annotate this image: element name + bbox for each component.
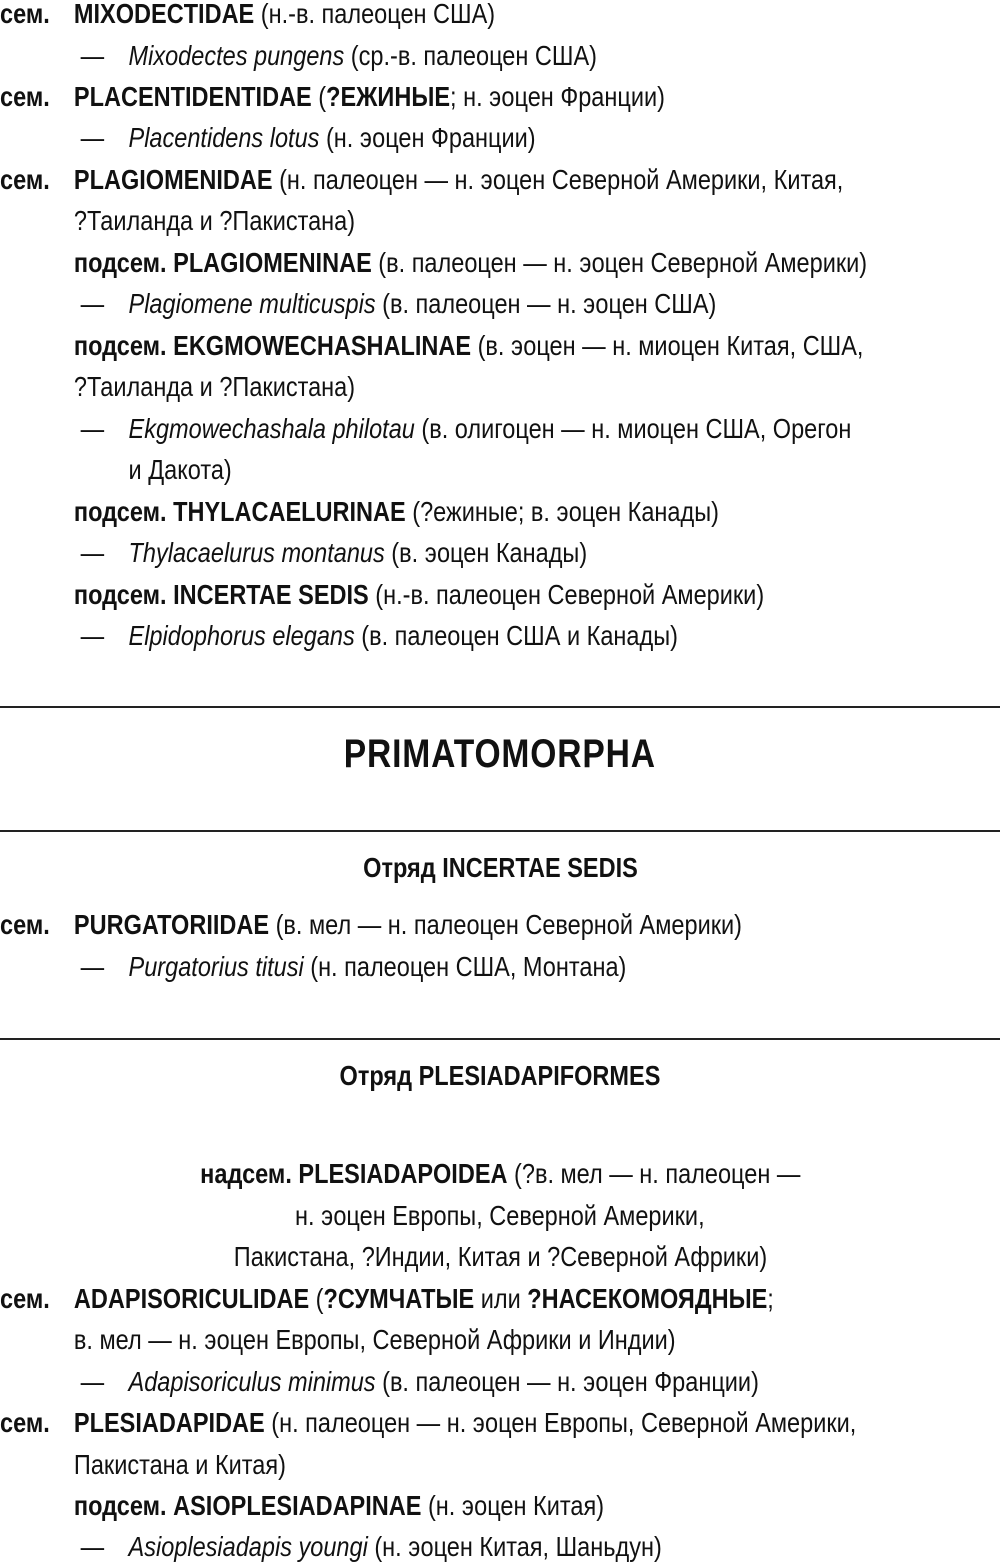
subfamily-entry: подсем. EKGMOWECHASHALINAE (в. эоцен — н. миоцен Китая, США,: [73, 330, 864, 361]
subfamily-entry: подсем. THYLACAELURINAE (?ежиные; в. эоцен Канады): [73, 496, 719, 527]
superfamily-range-line3: Пакистана, ?Индии, Китая и ?Северной Африки): [233, 1241, 767, 1272]
species-entry: Thylacaelurus montanus (в. эоцен Канады): [128, 537, 588, 568]
species-dash: —: [80, 122, 105, 153]
species-dash: —: [80, 620, 105, 651]
species-dash: —: [80, 1531, 105, 1562]
species-entry: Ekgmowechashala philotau (в. олигоцен — н. миоцен США, Орегон: [128, 413, 852, 444]
species-dash: —: [80, 537, 105, 568]
family-label: сем.: [0, 1283, 50, 1314]
order-heading-plesiadapiformes: Отряд PLESIADAPIFORMES: [339, 1060, 661, 1091]
family-name: PLACENTIDENTIDAE (?ЕЖИНЫЕ; н. эоцен Франции): [73, 81, 665, 112]
family-label: сем.: [0, 0, 50, 29]
taxonomy-page: сем. MIXODECTIDAE (н.-в. палеоцен США) — Mixodectes pungens (ср.-в. палеоцен США) сем. PLACENTIDENTIDAE (?ЕЖИНЫЕ; н. эоцен Франции) — Placentidens lotus (н. эоцен Франции) сем. PLAGIOMENIDAE (н. палеоцен — н. эоцен Северной Америки, Китая, ?Таиланда и ?Пакистана) подсем. PLAGIOMENINAE (в. палеоцен — н. эоцен Северной Америки) — Plagiomene multicuspis (в. палеоцен — н. эоцен США) подсем. EKGMOWECHASHALINAE (в. эоцен — н. миоцен Китая, США, ?Таиланда и ?Пакистана) — Ekgmowechashala philotau (в. олигоцен — н. миоцен США, Орегон и Дакота) подсем. THYLACAELURINAE (?ежиные; в. эоцен Канады) — Thylacaelurus montanus (в. эоцен Канады) подсем. INCERTAE SEDIS (н.-в. палеоцен Северной Америки) — Elpidophorus elegans (в. палеоцен США и Канады) PRIMATOMORPHA Отряд INCERTAE SEDIS сем. PURGATORIIDAE (в. мел — н. палеоцен Северной Америки) — Purgatorius titusi (н. палеоцен США, Монтана) Отряд PLESIADAPIFORMES надсем. PLESIADAPOIDEA (?в. мел — н. палеоцен — н. эоцен Европы, Северной Америки, Пакистана, ?Индии, Китая и ?Северной Африки) сем. ADAPISORICULIDAE (?СУМЧАТЫЕ или ?НАСЕКОМОЯДНЫЕ; в. мел — н. эоцен Европы, Северной Африки и Индии) — Adapisoriculus minimus (в. палеоцен — н. эоцен Франции) сем. PLESIADAPIDAE (н. палеоцен — н. эоцен Европы, Северной Америки, Пакистана и Китая) подсем. ASIOPLESIADAPINAE (н. эоцен Китая) — Asioplesiadapis youngi (н. эоцен Китая, Шаньдун): [0, 0, 1000, 1561]
section-divider: [0, 706, 1000, 708]
species-dash: —: [80, 413, 105, 444]
family-adapisoriculidae: [0, 1281, 774, 1317]
family-name: MIXODECTIDAE (н.-в. палеоцен США): [73, 0, 496, 29]
subfamily-entry: подсем. INCERTAE SEDIS (н.-в. палеоцен Северной Америки): [73, 579, 765, 610]
species-entry: Elpidophorus elegans (в. палеоцен США и Канады): [128, 620, 678, 651]
species-entry: Asioplesiadapis youngi (н. эоцен Китая, Шаньдун): [128, 1531, 662, 1562]
section-divider: [0, 830, 1000, 832]
superfamily-plesiadapoidea: надсем. PLESIADAPOIDEA (?в. мел — н. палеоцен —: [199, 1158, 801, 1189]
family-name: PLAGIOMENIDAE (н. палеоцен — н. эоцен Северной Америки, Китая,: [73, 164, 844, 195]
section-divider: [0, 1038, 1000, 1040]
species-entry: Mixodectes pungens (ср.-в. палеоцен США): [128, 40, 597, 71]
species-dash: —: [80, 40, 105, 71]
family-placentidentidae: [0, 79, 665, 115]
species-entry: Placentidens lotus (н. эоцен Франции): [128, 122, 536, 153]
order-heading-incertae-sedis: Отряд INCERTAE SEDIS: [362, 852, 638, 883]
family-mixodectidae: [0, 0, 496, 32]
section-title: PRIMATOMORPHA: [343, 732, 657, 776]
species-entry: Plagiomene multicuspis (в. палеоцен — н. эоцен США): [128, 288, 717, 319]
family-name: ADAPISORICULIDAE (?СУМЧАТЫЕ или ?НАСЕКОМОЯДНЫЕ;: [73, 1283, 774, 1314]
family-plesiadapidae: [0, 1405, 857, 1441]
superfamily-range-line2: н. эоцен Европы, Северной Америки,: [295, 1200, 705, 1231]
species-entry: Adapisoriculus minimus (в. палеоцен — н. эоцен Франции): [128, 1366, 759, 1397]
family-plagiomenidae: [0, 162, 844, 198]
family-label: сем.: [0, 1407, 50, 1438]
species-dash: —: [80, 951, 105, 982]
family-label: сем.: [0, 909, 50, 940]
species-dash: —: [80, 288, 105, 319]
family-purgatoriidae: [0, 907, 742, 943]
family-label: сем.: [0, 164, 50, 195]
species-entry: Purgatorius titusi (н. палеоцен США, Монтана): [128, 951, 627, 982]
subfamily-entry: подсем. ASIOPLESIADAPINAE (н. эоцен Китая): [73, 1490, 605, 1521]
family-name: PLESIADAPIDAE (н. палеоцен — н. эоцен Европы, Северной Америки,: [73, 1407, 857, 1438]
family-label: сем.: [0, 81, 50, 112]
family-name: PURGATORIIDAE (в. мел — н. палеоцен Северной Америки): [73, 909, 742, 940]
species-dash: —: [80, 1366, 105, 1397]
subfamily-entry: подсем. PLAGIOMENINAE (в. палеоцен — н. эоцен Северной Америки): [73, 247, 868, 278]
